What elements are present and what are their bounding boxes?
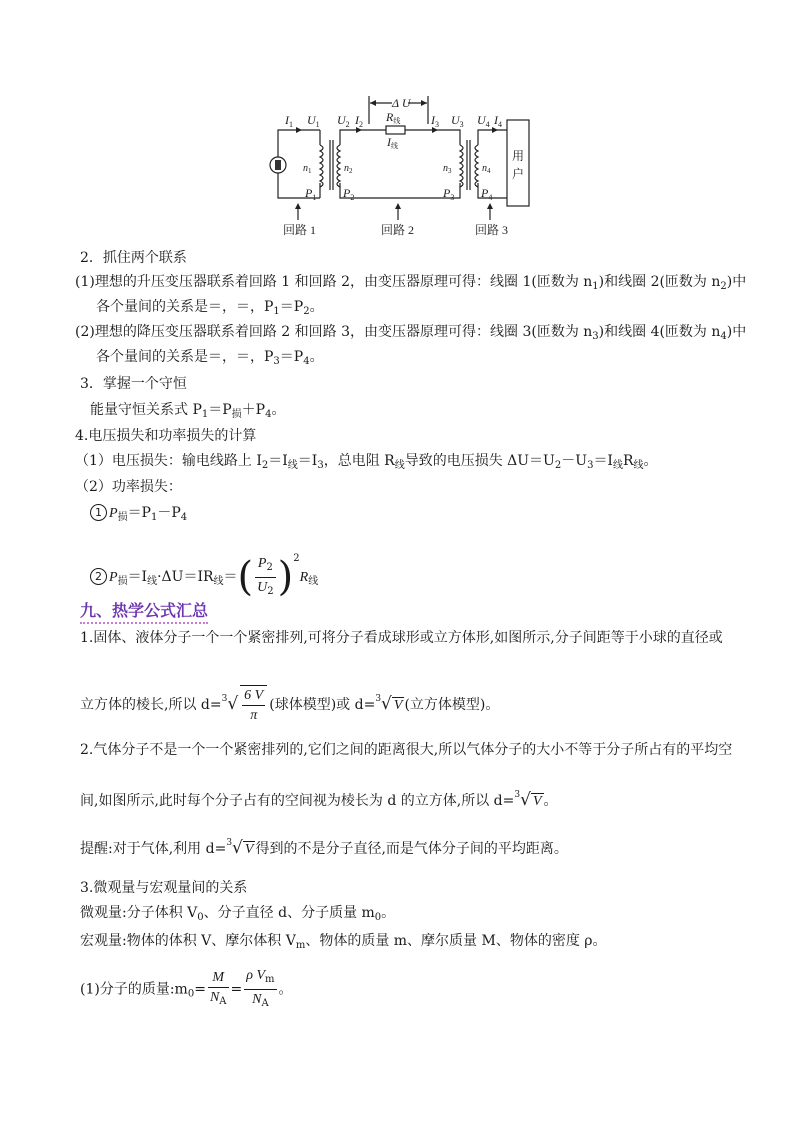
label-U4: $U_4$: [477, 113, 490, 129]
label-user-2: 户: [512, 167, 525, 181]
s9-line-3: 2.气体分子不是一个一个紧密排列的,它们之间的距离很大,所以气体分子的大小不等于分子所占有的平均空: [80, 742, 733, 758]
s4-voltage-loss: （1）电压损失：输电线路上 $I_2=I_线=I_3$，总电阻 $R_线$导致的电压损失 $\Delta U=U_2-U_3=I_线R_线$。: [75, 453, 658, 471]
label-I3: $I_3$: [431, 113, 439, 129]
circled-number-2: 2: [90, 568, 107, 585]
label-n1: $n_1$: [303, 163, 312, 175]
label-user-1: 用: [512, 149, 525, 163]
mass-fraction-2: $\frac{\rho V_m}{N_A}$: [246, 968, 275, 1009]
s9-line-5: 提醒:对于气体,利用 d=$^3$√ V 得到的不是分子直径,而是气体分子间的平均距离。: [80, 838, 568, 858]
s4-power-loss-title: （2）功率损失：: [75, 479, 182, 495]
s9-line-7: 微观量:分子体积 $V_0$、分子直径 d、分子质量 $m_0$。: [80, 905, 396, 923]
label-U1: $U_1$: [307, 113, 320, 129]
s2-p1-line2: 各个量间的关系是＝，＝，$P_1=P_2$。: [96, 299, 324, 317]
s4-title: 4.电压损失和功率损失的计算: [75, 428, 257, 444]
label-I1: $I_1$: [285, 113, 293, 129]
label-loop-1: 回路 1: [283, 223, 317, 237]
s9-line-2: 立方体的棱长,所以 d=$^3$√ $\frac{6 V}{\pi}$ (球体模型)或 d=$^3$√ V (立方体模型)。: [80, 684, 499, 727]
label-I2: $I_2$: [355, 113, 363, 129]
label-U2: $U_2$: [337, 113, 350, 129]
s9-line-4: 间,如图所示,此时每个分子占有的空间视为棱长为 d 的立方体,所以 d=$^3$√ V 。: [80, 790, 558, 810]
label-n3: $n_3$: [443, 163, 452, 175]
label-P1: $P_1$: [305, 186, 317, 202]
s3-equation: 能量守恒关系式 $P_1=P_损+P_4$。: [90, 402, 286, 420]
power-ratio-fraction: $\frac{P_2}{U_2}$: [257, 555, 274, 597]
mass-fraction-1: $\frac{M}{N_A}$: [209, 970, 227, 1007]
s2-p2-line1: (2)理想的降压变压器联系着回路 2 和回路 3，由变压器原理可得：线圈 3(匝数为 $n_3$)和线圈 4(匝数为 $n_4$)中: [75, 324, 747, 342]
circled-number-1: 1: [90, 504, 107, 521]
label-n2: $n_2$: [344, 163, 353, 175]
label-r-line: R线: [386, 110, 401, 125]
label-loop-2: 回路 2: [381, 223, 415, 237]
s9-line-8: 宏观量:物体的体积 V、摩尔体积 $V_m$、物体的质量 m、摩尔质量 M、物体的密度 ρ。: [80, 933, 607, 951]
s4-formula-1: 1 $P_损=P_1-P_4$: [90, 503, 187, 528]
transmission-circuit-diagram: [0, 0, 800, 250]
label-P4: $P_4$: [481, 186, 493, 202]
label-U3: $U_3$: [451, 113, 464, 129]
s2-title: 2．抓住两个联系: [80, 250, 187, 266]
label-i-line: I线: [387, 135, 398, 150]
label-P3: $P_3$: [443, 186, 455, 202]
label-P2: $P_2$: [343, 186, 355, 202]
s9-line-6: 3.微观量与宏观量间的关系: [80, 880, 248, 896]
s2-p1-line1: (1)理想的升压变压器联系着回路 1 和回路 2，由变压器原理可得：线圈 1(匝数为 $n_1$)和线圈 2(匝数为 $n_2$)中: [75, 274, 747, 292]
label-loop-3: 回路 3: [475, 223, 509, 237]
s9-line-1: 1.固体、液体分子一个一个紧密排列,可将分子看成球形或立方体形,如图所示,分子间距等于小球的直径或: [80, 630, 723, 646]
s9-line-9: (1)分子的质量$:m_0=$ $\frac{M}{N_A}$ = $\frac{\rho V_m}{N_A}$ 。: [80, 966, 293, 1015]
s2-p2-line2: 各个量间的关系是＝，＝，$P_3=P_4$。: [96, 349, 324, 367]
label-delta-u: Δ U: [392, 96, 411, 110]
s3-title: 3．掌握一个守恒: [80, 376, 187, 392]
label-I4: $I_4$: [494, 113, 502, 129]
s4-formula-2: 2 $P_损=I_线\cdot\Delta U=IR_线=$( $\frac{P_2}{U_2}$ )$^2R_线$: [90, 536, 318, 605]
section-heading-thermal: 九、热学公式汇总: [80, 598, 208, 624]
sphere-model-fraction: $\frac{6 V}{\pi}$: [240, 685, 267, 725]
label-n4: $n_4$: [482, 163, 491, 175]
